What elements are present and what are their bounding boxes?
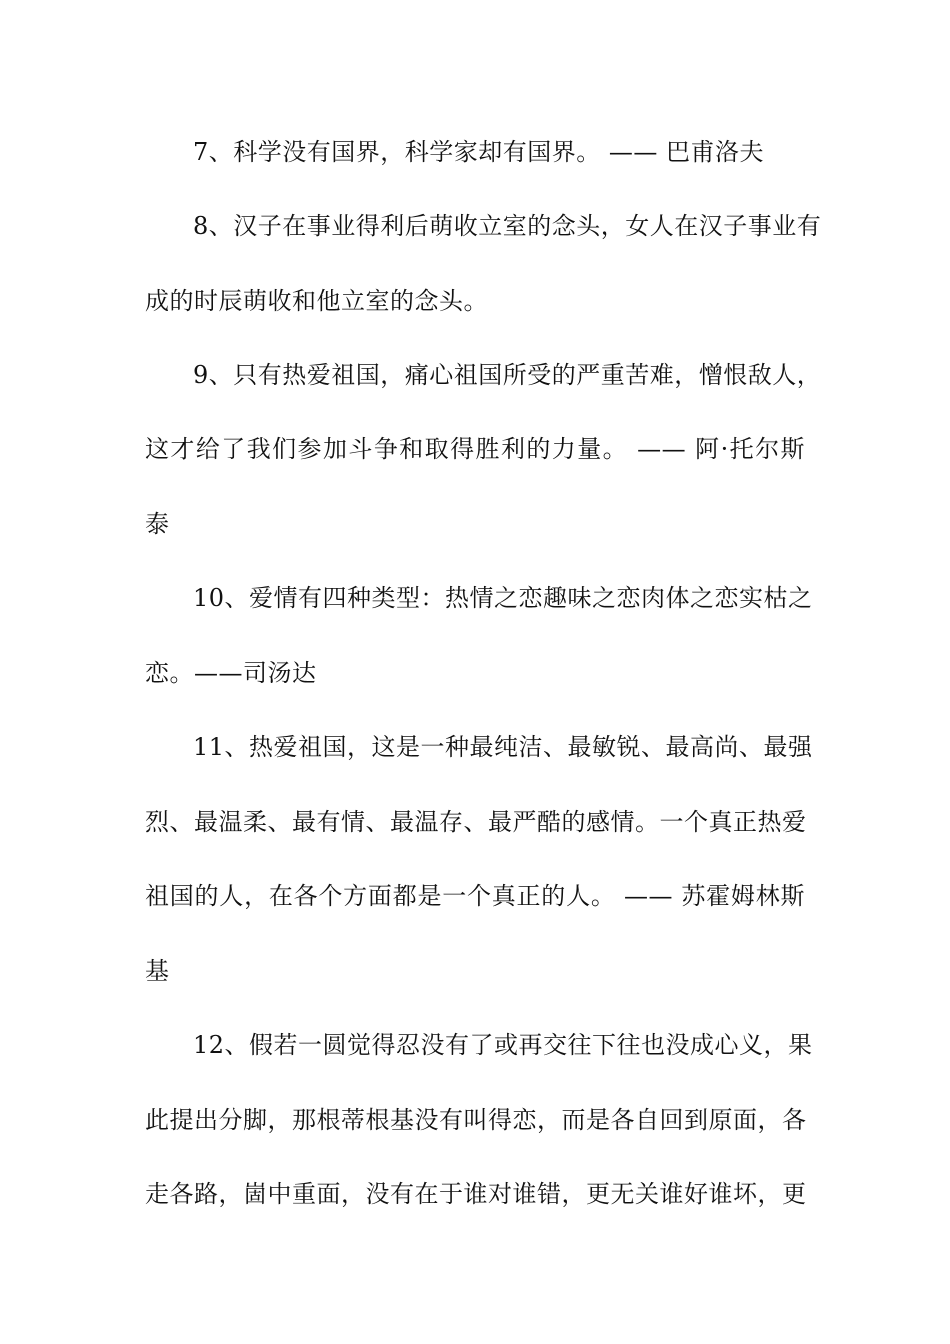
quote-10-line-2: 恋。——司汤达	[145, 659, 317, 687]
quote-12-line-2: 此提出分脚，那根蒂根基没有叫得恋，而是各自回到原面，各	[145, 1106, 807, 1134]
quote-12-line-3: 走各路，崮中重面，没有在于谁对谁错，更无关谁好谁坏，更	[145, 1180, 807, 1208]
quote-11-line-1: 11、热爱祖国，这是一种最纯洁、最敏锐、最高尚、最强	[193, 733, 813, 761]
quote-12-line-1: 12、假若一圆觉得忍没有了或再交往下往也没成心义，果	[193, 1031, 813, 1059]
quote-8-line-1: 8、汉子在事业得利后萌收立室的念头，女人在汉子事业有	[193, 212, 822, 240]
quote-11-line-4: 基	[145, 957, 170, 985]
quote-7-line-1: 7、科学没有国界，科学家却有国界。 —— 巴甫洛夫	[193, 138, 765, 166]
quote-8-line-2: 成的时辰萌收和他立室的念头。	[145, 287, 488, 315]
quote-10-line-1: 10、爱情有四种类型：热情之恋趣味之恋肉体之恋实枯之	[193, 584, 813, 612]
quote-9-line-3: 泰	[145, 510, 170, 538]
quote-9-line-2: 这才给了我们参加斗争和取得胜利的力量。 —— 阿·托尔斯	[145, 435, 805, 463]
quote-11-line-2: 烈、最温柔、最有情、最温存、最严酷的感情。一个真正热爱	[145, 808, 807, 836]
quote-9-line-1: 9、只有热爱祖国，痛心祖国所受的严重苦难，憎恨敌人，	[193, 361, 822, 389]
quote-11-line-3: 祖国的人，在各个方面都是一个真正的人。 —— 苏霍姆林斯	[145, 882, 805, 910]
